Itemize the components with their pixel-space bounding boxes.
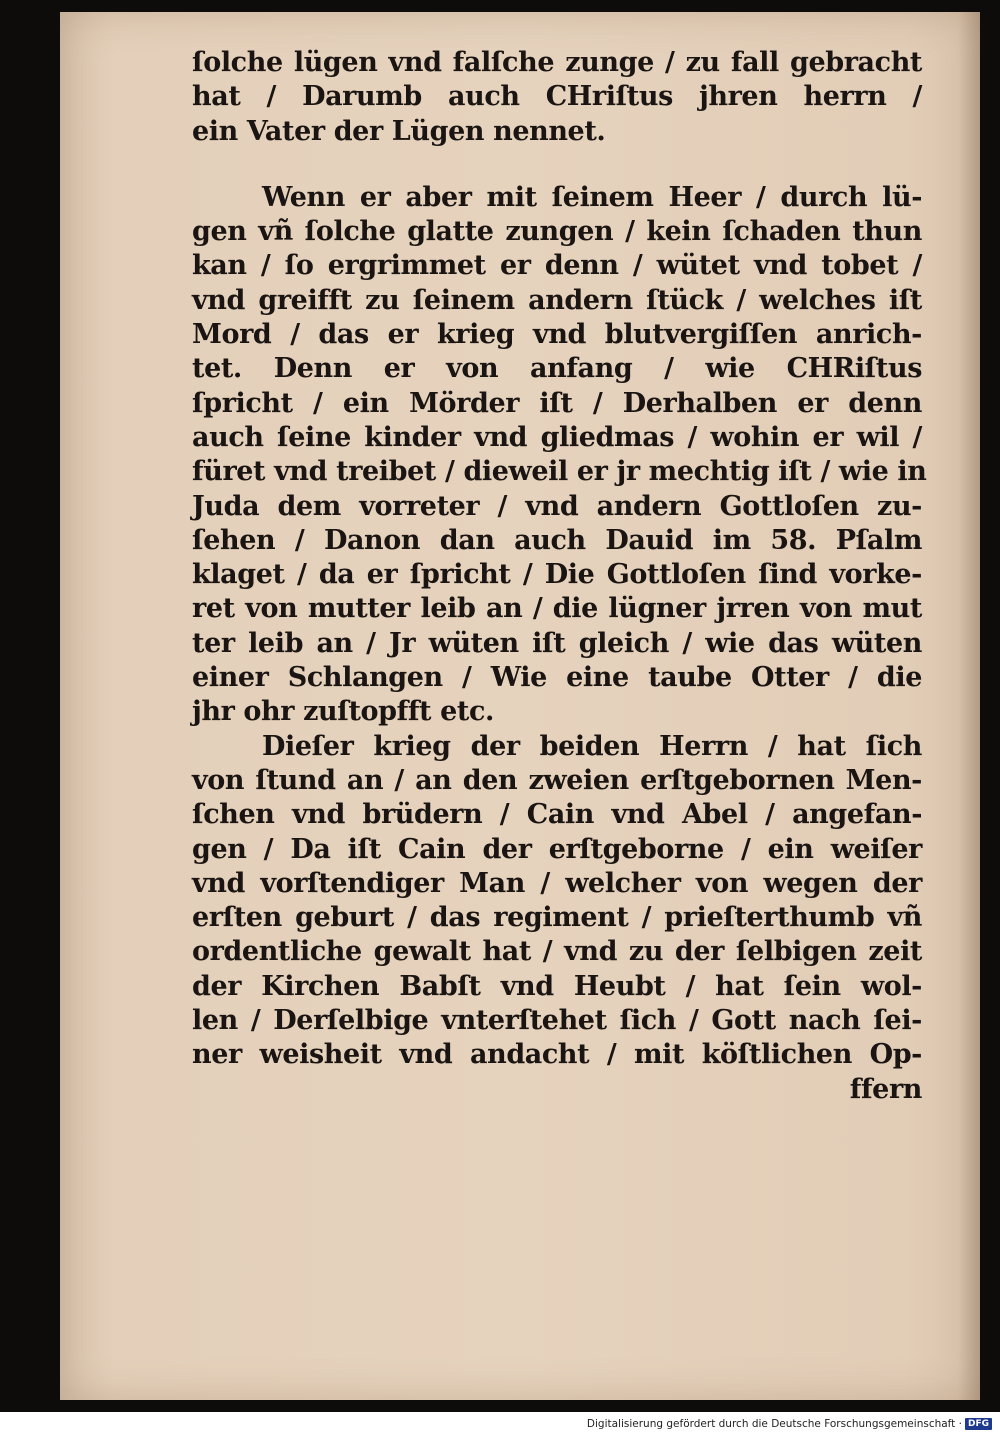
text-line: ſpricht / ein Mörder iſt / Derhalben er denn bbox=[192, 387, 922, 419]
paragraph-1 bbox=[192, 46, 922, 149]
book-page bbox=[60, 12, 980, 1400]
text-line: kan / ſo ergrimmet er denn / wütet vnd tobet / bbox=[192, 250, 922, 282]
text-line: einer Schlangen / Wie eine taube Otter / die bbox=[192, 662, 922, 694]
digitization-footer bbox=[587, 1416, 992, 1432]
paragraph-2 bbox=[192, 181, 927, 730]
text-line: ein Vater der Lügen nennet. bbox=[192, 115, 606, 147]
text-line: ordentliche gewalt hat / vnd zu der ſelbigen zeit bbox=[192, 936, 922, 968]
text-line: len / Derſelbige vnterſtehet ſich / Gott nach ſei- bbox=[192, 1005, 922, 1037]
text-line: Wenn er aber mit ſeinem Heer / durch lü- bbox=[262, 181, 922, 213]
dfg-logo-badge: DFG bbox=[965, 1418, 992, 1430]
text-line: klaget / da er ſpricht / Die Gottloſen ſind vorke- bbox=[192, 559, 922, 591]
text-line: ner weisheit vnd andacht / mit köſtlichen Op- bbox=[192, 1039, 922, 1071]
text-line: ſolche lügen vnd falſche zunge / zu fall gebracht bbox=[192, 47, 922, 78]
text-line: ſchen vnd brüdern / Cain vnd Abel / angefan- bbox=[192, 799, 922, 831]
catchword: ffern bbox=[849, 1073, 922, 1105]
text-line: hat / Darumb auch CHriſtus jhren herrn / bbox=[192, 81, 922, 113]
text-line: jhr ohr zuſtopfft etc. bbox=[192, 696, 495, 728]
text-line: erſten geburt / das regiment / prieſterthumb vñ bbox=[192, 902, 922, 934]
text-line: gen vñ ſolche glatte zungen / kein ſchaden thun bbox=[192, 216, 922, 248]
text-line: der Kirchen Babſt vnd Heubt / hat ſein wol- bbox=[192, 970, 922, 1002]
text-line: ret von mutter leib an / die lügner jrren von mut bbox=[192, 593, 922, 625]
text-line: auch ſeine kinder vnd gliedmas / wohin er wil / bbox=[192, 421, 922, 453]
text-line: Juda dem vorreter / vnd andern Gottloſen zu- bbox=[192, 490, 922, 522]
page-edge-shadow bbox=[958, 12, 980, 1400]
paragraph-gap bbox=[192, 149, 922, 181]
text-line: tet. Denn er von anfang / wie CHRiſtus bbox=[192, 353, 922, 385]
text-line: vnd greifft zu ſeinem andern ſtück / welches iſt bbox=[192, 284, 922, 316]
text-line: ter leib an / Jr wüten iſt gleich / wie das wüten bbox=[192, 627, 922, 659]
text-line: Dieſer krieg der beiden Herrn / hat ſich bbox=[262, 730, 922, 762]
footer-credit-text: Digitalisierung gefördert durch die Deutsche Forschungsgemeinschaft · bbox=[586, 1418, 962, 1430]
paragraph-3 bbox=[192, 730, 922, 1073]
text-line: vnd vorſtendiger Man / welcher von wegen der bbox=[192, 867, 922, 899]
text-line: gen / Da iſt Cain der erſtgeborne / ein weiſer bbox=[192, 833, 922, 865]
text-line: Mord / das er krieg vnd blutvergiſſen anrich- bbox=[192, 319, 922, 351]
text-line: füret vnd treibet / dieweil er jr mechtig iſt / wie in bbox=[192, 456, 927, 488]
text-block bbox=[192, 46, 927, 1107]
text-line: von ſtund an / an den zweien erſtgebornen Men- bbox=[192, 764, 922, 796]
text-line: ſehen / Danon dan auch Dauid im 58. Pſalm bbox=[192, 524, 922, 556]
